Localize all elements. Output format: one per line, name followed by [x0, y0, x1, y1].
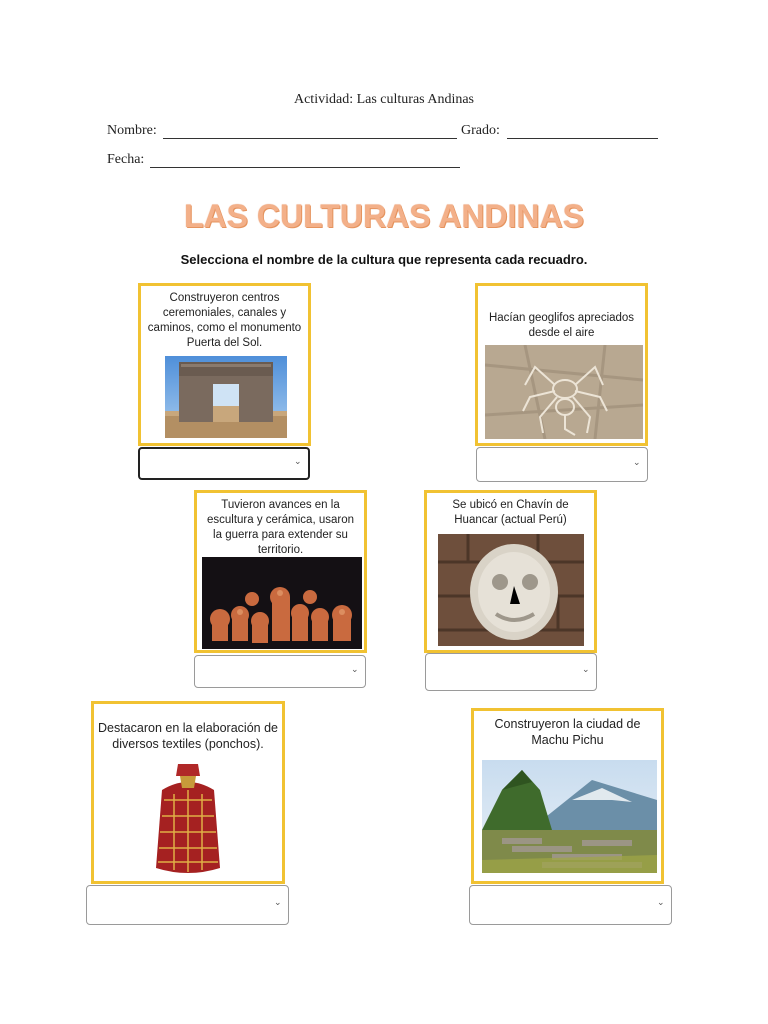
card-nazca — [475, 283, 648, 446]
chavin-stone-head-image — [438, 534, 584, 646]
culture-select-2[interactable] — [476, 447, 648, 482]
card-machu-picchu — [471, 708, 664, 884]
chevron-down-icon: ⌄ — [351, 664, 359, 675]
card-text: Tuvieron avances en la escultura y cerámica, usaron la guerra para extender su territorio. — [206, 499, 354, 556]
chevron-down-icon: ⌄ — [657, 898, 665, 908]
chevron-down-icon: ⌄ — [633, 457, 641, 468]
fecha-field-line[interactable] — [150, 166, 460, 168]
card-textiles — [91, 701, 285, 884]
worksheet-instruction: Selecciona el nombre de la cultura que representa cada recuadro. — [180, 252, 588, 267]
card-puerta-del-sol — [138, 283, 311, 446]
card-moche — [194, 490, 367, 653]
culture-select-6[interactable] — [469, 885, 672, 925]
machu-picchu-image — [482, 760, 657, 873]
puerta-del-sol-image — [165, 356, 287, 438]
worksheet-title: LAS CULTURAS ANDINAS — [184, 198, 584, 234]
fecha-label: Fecha: — [107, 152, 145, 167]
card-text: Construyeron centros ceremoniales, canales y caminos, como el monumento Puerta del Sol. — [147, 292, 302, 349]
card-text: Destacaron en la elaboración de diversos textiles (ponchos). — [98, 721, 278, 751]
nombre-row — [107, 123, 667, 143]
card-text: Se ubicó en Chavín de Huancar (actual Perú) — [452, 499, 569, 526]
card-chavin — [424, 490, 597, 653]
culture-select-3[interactable] — [194, 655, 366, 688]
culture-select-4[interactable] — [425, 653, 597, 691]
grado-field-line[interactable] — [507, 137, 658, 139]
moche-ceramics-image — [202, 557, 362, 649]
culture-select-5[interactable] — [86, 885, 289, 925]
card-text: Hacían geoglifos apreciados desde el aire — [488, 312, 635, 339]
page-title: Actividad: Las culturas Andinas — [293, 92, 475, 107]
card-text: Construyeron la ciudad de Machu Pichu — [494, 717, 641, 747]
culture-select-1[interactable] — [138, 447, 310, 480]
chevron-down-icon: ⌄ — [274, 898, 282, 908]
chevron-down-icon: ⌄ — [582, 665, 590, 675]
chevron-down-icon: ⌄ — [294, 456, 302, 467]
fecha-row — [107, 152, 467, 172]
textile-poncho-image — [148, 760, 228, 878]
nazca-spider-geoglyph-image — [485, 345, 643, 439]
grado-label: Grado: — [461, 123, 500, 138]
nombre-label: Nombre: — [107, 123, 157, 138]
nombre-field-line[interactable] — [163, 137, 457, 139]
